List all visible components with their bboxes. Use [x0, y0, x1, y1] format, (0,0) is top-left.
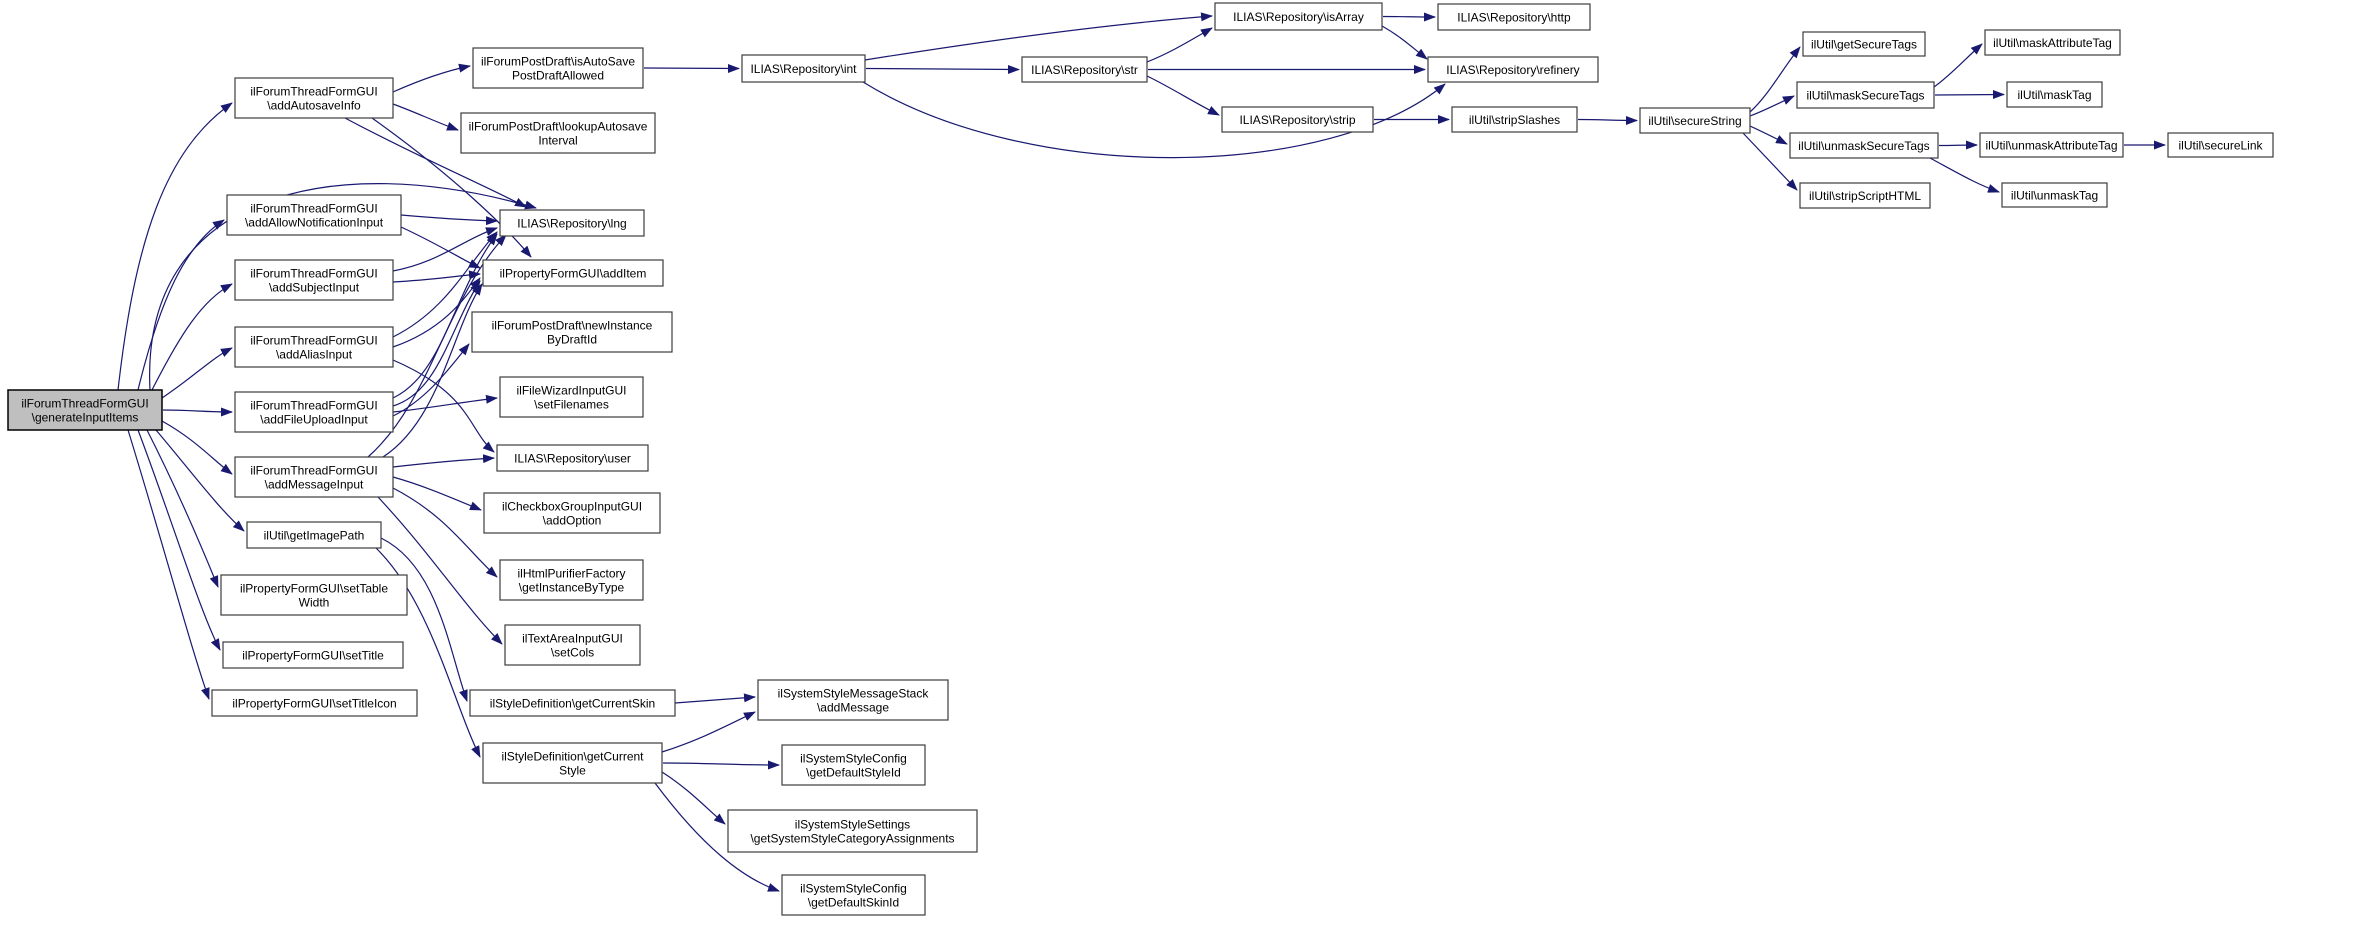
graph-node-setCols[interactable]	[505, 625, 640, 665]
graph-node-refinery[interactable]	[1428, 57, 1598, 82]
call-edge-maskSecureTags-to-maskTag	[1935, 95, 2004, 96]
node-label: ilSystemStyleMessageStack	[777, 686, 929, 701]
node-label: ilStyleDefinition\getCurrentSkin	[489, 696, 656, 711]
node-label: ilUtil\secureString	[1648, 114, 1742, 128]
call-edge-addMessageInput-to-addOption	[393, 477, 481, 510]
graph-node-maskAttributeTag[interactable]	[1985, 30, 2120, 55]
call-edge-secureString-to-stripScriptHTML	[1743, 133, 1797, 190]
node-label: \getDefaultStyleId	[806, 765, 901, 780]
node-label: PostDraftAllowed	[511, 68, 605, 83]
call-edge-addAllowNotificationInput-to-addItem	[401, 227, 480, 268]
call-edge-generateInputItems-to-addAllowNotificationInput	[138, 220, 224, 390]
node-label: ILIAS\Repository\int	[750, 62, 857, 76]
node-label: ilForumThreadFormGUI	[250, 84, 378, 99]
node-label: ilHtmlPurifierFactory	[517, 566, 626, 581]
node-label: Interval	[538, 133, 578, 148]
node-label: ilForumThreadFormGUI	[21, 396, 149, 411]
node-label: Width	[298, 595, 330, 610]
graph-node-getImagePath[interactable]	[247, 522, 381, 548]
call-edge-getCurrentSkin-to-addMessage	[675, 697, 755, 703]
node-label: ilFileWizardInputGUI	[516, 383, 627, 398]
call-edge-int-to-isArray	[865, 16, 1212, 60]
graph-node-generateInputItems[interactable]	[8, 390, 162, 430]
graph-node-user[interactable]	[497, 445, 648, 471]
node-label: ilUtil\getSecureTags	[1810, 37, 1918, 52]
node-label: ilUtil\maskTag	[2017, 88, 2092, 102]
graph-node-secureString[interactable]	[1640, 108, 1750, 133]
node-label: ilForumThreadFormGUI	[250, 266, 378, 281]
node-label: ilForumPostDraft\lookupAutosave	[468, 119, 648, 134]
node-label: \addFileUploadInput	[260, 412, 368, 427]
node-label: \generateInputItems	[31, 410, 139, 425]
node-label: ilCheckboxGroupInputGUI	[501, 499, 643, 514]
graph-node-setTableWidth[interactable]	[221, 575, 407, 615]
graph-node-getDefaultSkinId[interactable]	[782, 875, 925, 915]
node-label: ilUtil\secureLink	[2178, 138, 2263, 153]
graph-node-addFileUploadInput[interactable]	[235, 392, 393, 432]
node-label: ILIAS\Repository\isArray	[1233, 10, 1364, 24]
node-label: ilPropertyFormGUI\setTitle	[242, 648, 384, 663]
call-edge-addAutosaveInfo-to-isAutoSavePostDraftAllowed	[393, 66, 470, 92]
node-label: ilForumPostDraft\isAutoSave	[480, 54, 636, 69]
node-label: \addAutosaveInfo	[267, 98, 361, 113]
call-edge-getCurrentStyle-to-getDefaultStyleId	[663, 763, 779, 765]
call-edge-generateInputItems-to-setTitleIcon	[128, 430, 209, 699]
graph-node-http[interactable]	[1438, 4, 1590, 30]
call-edge-generateInputItems-to-setTitle	[138, 430, 220, 650]
graph-node-lookupAutosaveInterval[interactable]	[461, 113, 655, 153]
node-label: ilPropertyFormGUI\setTable	[239, 581, 389, 596]
node-label: ilForumThreadFormGUI	[250, 463, 378, 478]
node-label: \getSystemStyleCategoryAssignments	[750, 831, 955, 846]
node-label: ilPropertyFormGUI\setTitleIcon	[232, 696, 397, 711]
node-label: ilUtil\unmaskSecureTags	[1798, 139, 1930, 153]
graph-node-setTitle[interactable]	[223, 642, 403, 668]
node-label: Style	[559, 763, 586, 778]
graph-node-addItem[interactable]	[483, 260, 663, 286]
graph-node-unmaskSecureTags[interactable]	[1790, 133, 1938, 158]
call-edge-isAutoSavePostDraftAllowed-to-int	[644, 68, 739, 69]
call-edge-str-to-strip	[1147, 76, 1219, 115]
call-edge-generateInputItems-to-addFileUploadInput	[163, 410, 232, 412]
graph-node-addSubjectInput[interactable]	[235, 260, 393, 300]
graph-node-secureLink[interactable]	[2168, 133, 2273, 157]
call-edge-addSubjectInput-to-addItem	[393, 274, 480, 282]
node-label: ilTextAreaInputGUI	[522, 631, 623, 646]
graph-node-str[interactable]	[1022, 57, 1147, 82]
graph-node-addMessage[interactable]	[758, 680, 948, 720]
node-label: \setFilenames	[534, 397, 609, 412]
node-label: \getDefaultSkinId	[807, 895, 900, 910]
node-label: \getInstanceByType	[518, 580, 625, 595]
graph-node-setTitleIcon[interactable]	[212, 690, 417, 716]
node-label: ilSystemStyleConfig	[800, 751, 907, 766]
graph-node-newInstanceByDraftId[interactable]	[472, 312, 672, 352]
graph-node-stripSlashes[interactable]	[1452, 107, 1577, 132]
node-label: \addMessage	[816, 700, 890, 715]
graph-node-lng[interactable]	[500, 210, 644, 236]
node-label: ilSystemStyleConfig	[800, 881, 907, 896]
graph-node-unmaskAttributeTag[interactable]	[1980, 133, 2123, 157]
node-label: ilUtil\unmaskTag	[2010, 188, 2099, 203]
call-edge-unmaskSecureTags-to-unmaskTag	[1930, 158, 1999, 192]
node-label: ILIAS\Repository\str	[1031, 63, 1138, 77]
node-label: ilUtil\maskSecureTags	[1806, 88, 1925, 103]
call-edge-addMessageInput-to-user	[393, 458, 494, 467]
call-edge-unmaskSecureTags-to-unmaskAttributeTag	[1939, 145, 1977, 146]
call-edge-addFileUploadInput-to-setFilenames	[393, 398, 497, 412]
node-label: ilForumThreadFormGUI	[250, 333, 378, 348]
node-label: ByDraftId	[546, 332, 598, 347]
node-label: \addOption	[542, 513, 602, 528]
graph-node-getCurrentStyle[interactable]	[483, 743, 662, 783]
graph-node-maskSecureTags[interactable]	[1797, 82, 1934, 108]
call-edge-isArray-to-http	[1383, 17, 1435, 18]
node-label: ilPropertyFormGUI\addItem	[499, 266, 647, 281]
node-label: ILIAS\Repository\http	[1457, 10, 1571, 25]
node-label: ilUtil\unmaskAttributeTag	[1985, 138, 2118, 153]
node-label: ilForumThreadFormGUI	[250, 201, 378, 216]
call-edge-addAllowNotificationInput-to-lng	[401, 215, 497, 221]
graph-node-isArray[interactable]	[1215, 3, 1382, 30]
call-edge-generateInputItems-to-addSubjectInput	[152, 284, 232, 390]
graph-node-addAutosaveInfo[interactable]	[235, 78, 393, 118]
call-edge-getCurrentStyle-to-getSystemStyleCategoryAssignments	[662, 772, 725, 824]
call-edge-isArray-to-refinery	[1382, 26, 1427, 59]
node-label: ILIAS\Repository\refinery	[1446, 63, 1580, 77]
call-edge-getCurrentStyle-to-addMessage	[662, 712, 755, 752]
graph-node-getSecureTags[interactable]	[1803, 32, 1925, 56]
node-label: ILIAS\Repository\user	[514, 451, 631, 466]
graph-node-getInstanceByType[interactable]	[500, 560, 643, 600]
node-label: ilStyleDefinition\getCurrent	[501, 749, 644, 764]
node-label: \addMessageInput	[264, 477, 364, 492]
graph-node-maskTag[interactable]	[2007, 82, 2102, 107]
call-edge-int-to-str	[866, 69, 1019, 70]
node-label: \addSubjectInput	[268, 280, 360, 295]
node-label: ilSystemStyleSettings	[794, 817, 911, 832]
call-edge-maskSecureTags-to-maskAttributeTag	[1934, 44, 1982, 87]
call-edge-stripSlashes-to-secureString	[1578, 120, 1637, 121]
graph-node-int[interactable]	[742, 55, 865, 82]
graph-node-stripScriptHTML[interactable]	[1800, 183, 1930, 208]
nodes-layer	[8, 3, 2273, 915]
graph-node-addAllowNotificationInput[interactable]	[227, 195, 401, 235]
node-label: \setCols	[550, 645, 595, 660]
graph-node-getDefaultStyleId[interactable]	[782, 745, 925, 785]
graph-node-addAliasInput[interactable]	[235, 327, 393, 367]
call-edge-secureString-to-unmaskSecureTags	[1750, 126, 1787, 144]
node-label: ilForumThreadFormGUI	[250, 398, 378, 413]
call-edge-generateInputItems-to-addMessageInput	[162, 421, 232, 474]
graph-node-isAutoSavePostDraftAllowed[interactable]	[473, 48, 643, 88]
node-label: \addAliasInput	[275, 347, 353, 362]
graph-node-addOption[interactable]	[484, 493, 660, 533]
call-edge-generateInputItems-to-addAliasInput	[162, 348, 232, 398]
graph-node-addMessageInput[interactable]	[235, 457, 393, 497]
node-label: ilUtil\stripSlashes	[1468, 113, 1561, 127]
call-edge-addAutosaveInfo-to-lookupAutosaveInterval	[393, 104, 458, 130]
call-edge-str-to-isArray	[1147, 28, 1212, 62]
node-label: ilUtil\maskAttributeTag	[1993, 36, 2112, 50]
graph-node-getSystemStyleCategoryAssignments[interactable]	[728, 810, 977, 852]
graph-node-getCurrentSkin[interactable]	[470, 690, 675, 716]
call-edge-secureString-to-getSecureTags	[1750, 47, 1800, 112]
node-label: ILIAS\Repository\strip	[1239, 113, 1356, 127]
graph-node-strip[interactable]	[1222, 107, 1373, 132]
node-label: ilUtil\getImagePath	[263, 528, 365, 543]
node-label: \addAllowNotificationInput	[244, 215, 384, 230]
node-label: ILIAS\Repository\lng	[517, 216, 627, 231]
graph-node-unmaskTag[interactable]	[2002, 183, 2107, 207]
node-label: ilUtil\stripScriptHTML	[1808, 189, 1922, 203]
node-label: ilForumPostDraft\newInstance	[491, 318, 653, 333]
graph-node-setFilenames[interactable]	[500, 377, 643, 417]
